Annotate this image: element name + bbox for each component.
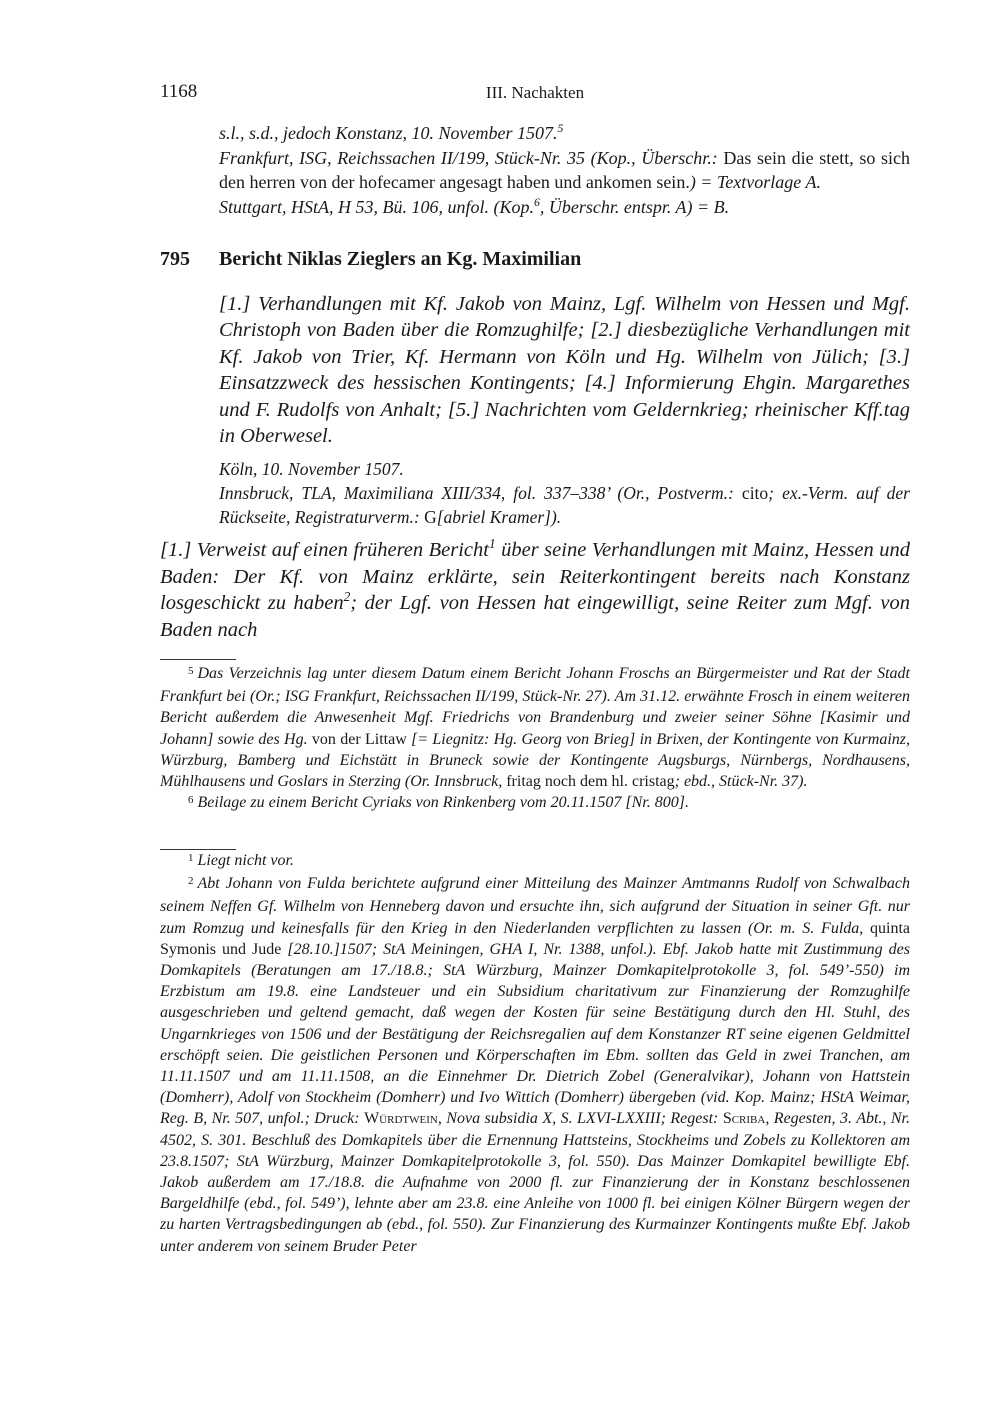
regest-summary: [1.] Verhandlungen mit Kf. Jakob von Mainz, Lgf. Wilhelm von Hessen und Mgf. Christoph von Baden über die Romzughilfe; [2.] diesbezügliche Verhandlungen mit Kf. Jakob von Trier, Kf. Hermann von Köln und Hg. Wilhelm von Jülich; [3.] Einsatzzweck des hessischen Kontingents; [4.] Informierung Ehgin. Margarethes und F. Rudolfs von Anhalt; [5.] Nachrichten vom Geldernkrieg; rheinischer Kff.tag in Oberwesel. <box>219 293 910 448</box>
body-paragraph: [1.] Verweist auf einen früheren Bericht$^1$ über seine Verhandlungen mit Mainz, Hessen und Baden: Der Kf. von Mainz erklärte, sein Reiterkontingent bereits nach Konstanz losgeschickt zu haben$^2$; der Lgf. von Hessen hat eingewilligt, seine Reiter zum Mgf. von Baden nach <box>160 536 910 641</box>
page-number: 1168 <box>160 81 198 102</box>
footnote-1: $^1$ Liegt nicht vor. <box>188 852 294 869</box>
previous-source-a: Frankfurt, ISG, Reichssachen II/199, Stück-Nr. 35 (Kop., Überschr.: Das sein die stett, so sich den herren von der hofecamer angesagt haben und ankomen sein.) = Textvorlage A. <box>219 147 910 192</box>
footnote-ref-5[interactable]: 5 <box>557 122 564 135</box>
document-title: Bericht Niklas Zieglers an Kg. Maximilian <box>219 248 582 270</box>
footnote-ref-1[interactable]: 1 <box>488 536 496 552</box>
document-dateline: Köln, 10. November 1507. <box>219 459 404 479</box>
running-head <box>160 81 910 107</box>
document-number: 795 <box>160 248 190 270</box>
footnotes-document <box>160 850 910 1257</box>
footnotes-previous-document <box>160 663 910 815</box>
footnote-2: $^2$ Abt Johann von Fulda berichtete aufgrund einer Mitteilung des Mainzer Amtmanns Rudolf von Schwalbach seinem Neffen Gf. Wilhelm von Henneberg davon und ersuchte ihn, sich aufgrund der Situation in seiner Gft. nur zum Romzug und keinesfalls für den Krieg in den Niederlanden verpflichten zu lassen (Or. m. S. Fulda, quinta Symonis und Jude [28.10.]1507; StA Meiningen, GHA I, Nr. 1388, unfol.). Ebf. Jakob hatte mit Zustimmung des Domkapitels (Beratungen am 17./18.8.; StA Würzburg, Mainzer Domkapitelprotokolle 3, fol. 549’-550) im Erzbistum am 19.8. eine Landsteuer und ein Subsidium charitativum zur Finanzierung der Romzughilfe ausgeschrieben und geltend gemacht, daß wegen der Kosten für seine Bestätigung durch den Hl. Stuhl, des Ungarnkrieges von 1506 und der Bestätigung der Reichsregalien auf dem Konstanzer RT seine eigenen Geldmittel erschöpft seien. Die geistlichen Personen und Körperschaften im Ebm. sollten das Geld in zwei Tranchen, am 11.11.1507 und am 11.11.1508, an die Einnehmer Dr. Dietrich Zobel (Generalvikar), Johann von Hattstein (Domherr), Adolf von Stockheim (Domherr) und Ivo Wittich (Domherr) übergeben (vid. Kop. Mainz; HStA Weimar, Reg. B, Nr. 507, unfol.; Druck: Würdtwein, Nova subsidia X, S. LXVI-LXXIII; Regest: Scriba, Regesten, 3. Abt., Nr. 4502, S. 301. Beschluß des Domkapitels über die Ernennung Hattsteins, Stockheims und Zobels zu Kollektoren am 23.8.1507; StA Würzburg, Mainzer Domkapitelprotokolle 3, fol. 550). Das Mainzer Domkapitel bewilligte Ebf. Jakob außerdem am 17./18.8. die Aufnahme von 2000 fl. zur Finanzierung der in Konstanz beschlossenen Bargeldhilfe (ebd., fol. 549’), lehnte aber am 23.8. eine Anleihe von 1000 fl. bei einigen Kölner Bürgern wegen der zu harten Vertragsbedingungen ab (ebd., fol. 550). Zur Finanzierung des Kurmainzer Kontingents mußte Ebf. Jakob unter anderem von seinem Bruder Peter <box>160 875 910 1255</box>
previous-source-b: Stuttgart, HStA, H 53, Bü. 106, unfol. (Kop.$^6$, Überschr. entspr. A) = B. <box>219 195 730 217</box>
footnote-ref-6[interactable]: 6 <box>534 195 540 209</box>
footnote-divider <box>160 659 236 660</box>
document-source: Innsbruck, TLA, Maximiliana XIII/334, fol. 337–338’ (Or., Postverm.: cito; ex.-Verm. auf der Rückseite, Registraturverm.: G[abriel Kramer]). <box>219 483 910 527</box>
footnote-ref-2[interactable]: 2 <box>343 589 351 605</box>
previous-dateline: s.l., s.d., jedoch Konstanz, 10. November 1507.$^5$ <box>219 122 564 143</box>
previous-document-sources <box>219 121 910 219</box>
running-title: III. Nachakten <box>485 83 585 102</box>
document-dateline-block <box>219 457 910 529</box>
footnote-5: $^5$ Das Verzeichnis lag unter diesem Datum einem Bericht Johann Froschs an Bürgermeister und Rat der Stadt Frankfurt bei (Or.; ISG Frankfurt, Reichssachen II/199, Stück-Nr. 27). Am 31.12. erwähnte Frosch in einem weiteren Bericht außerdem die Anwesenheit Mgf. Friedrichs von Brandenburg und zweier seiner Söhne [Kasimir und Johann] sowie des Hg. von der Littaw [= Liegnitz: Hg. Georg von Brieg] in Brixen, der Kontingente von Kurmainz, Würzburg, Bamberg und Eichstätt in Bruneck sowie der Kontingente Augsburgs, Nürnbergs, Nordhausens, Mühlhausens und Goslars in Sterzing (Or. Innsbruck, fritag noch dem hl. cristag; ebd., Stück-Nr. 37). <box>160 665 911 791</box>
quoted-heading: Das sein die stett, so sich den herren von der hofecamer angesagt haben und ankomen sein. <box>219 147 910 192</box>
footnote-6: $^6$ Beilage zu einem Bericht Cyriaks von Rinkenberg vom 20.11.1507 [Nr. 800]. <box>188 794 689 812</box>
